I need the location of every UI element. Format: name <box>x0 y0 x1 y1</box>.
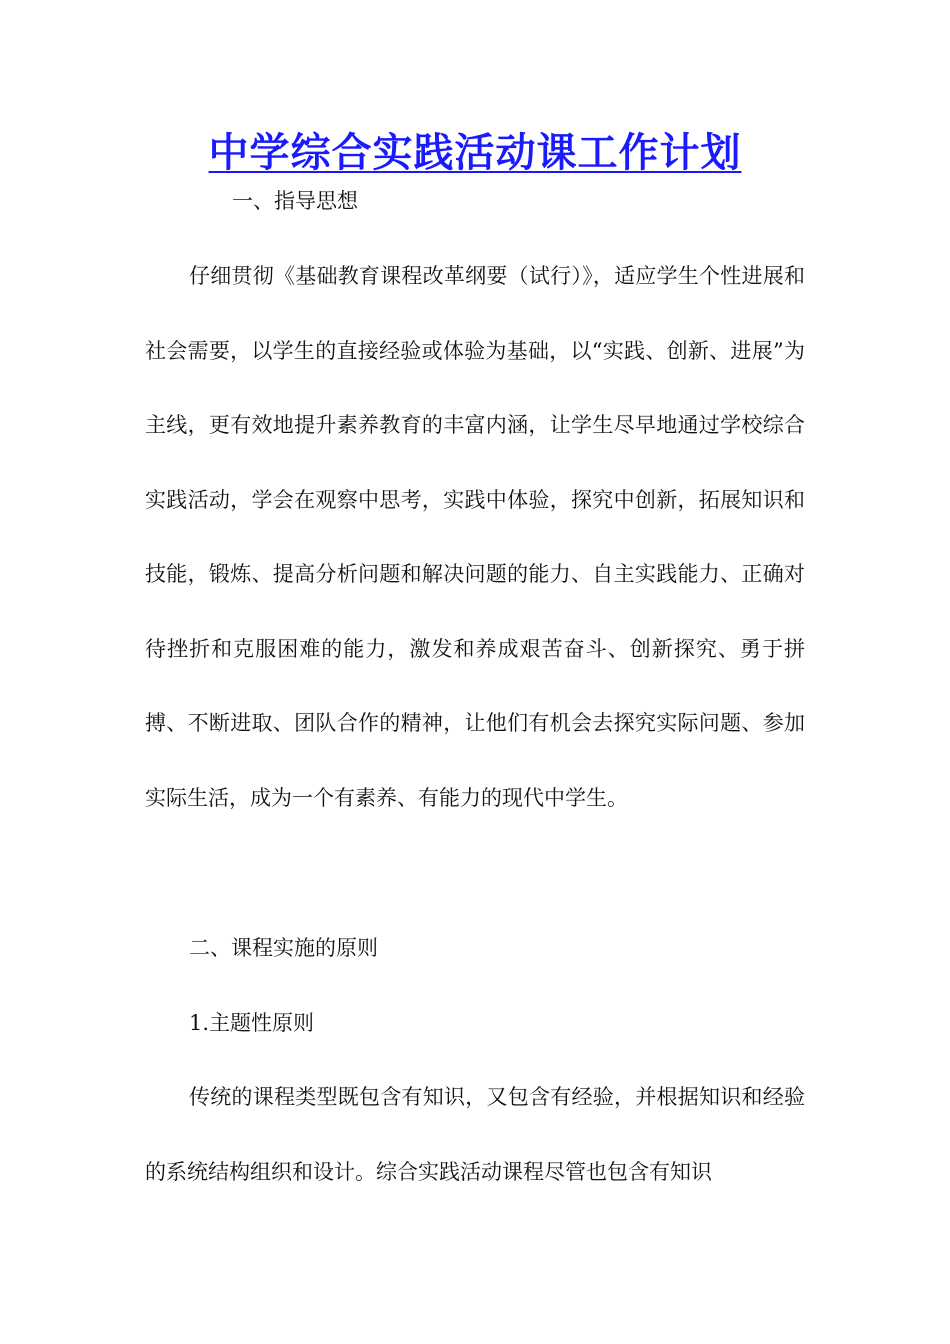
section-heading-guiding-thought: 一、指导思想 <box>232 189 358 213</box>
paragraph-theme-principle: 传统的课程类型既包含有知识，又包含有经验，并根据知识和经验的系统结构组织和设计。综合实践活动课程尽管也包含有知识 <box>145 1085 805 1184</box>
paragraph-guiding-thought: 仔细贯彻《基础教育课程改革纲要（试行）》，适应学生个性进展和社会需要，以学生的直接经验或体验为基础，以“实践、创新、进展”为主线，更有效地提升素养教育的丰富内涵，让学生尽早地通过学校综合实践活动，学会在观察中思考，实践中体验，探究中创新，拓展知识和技能，锻炼、提高分析问题和解决问题的能力、自主实践能力、正确对待挫折和克服困难的能力，激发和养成艰苦奋斗、创新探究、勇于拼搏、不断进取、团队合作的精神，让他们有机会去探究实际问题、参加实际生活，成为一个有素养、有能力的现代中学生。 <box>145 264 805 810</box>
sub-heading-theme-principle: 1.主题性原则 <box>189 1011 315 1035</box>
section-heading-principles: 二、课程实施的原则 <box>189 936 378 960</box>
document-title: 中学综合实践活动课工作计划 <box>208 129 742 176</box>
